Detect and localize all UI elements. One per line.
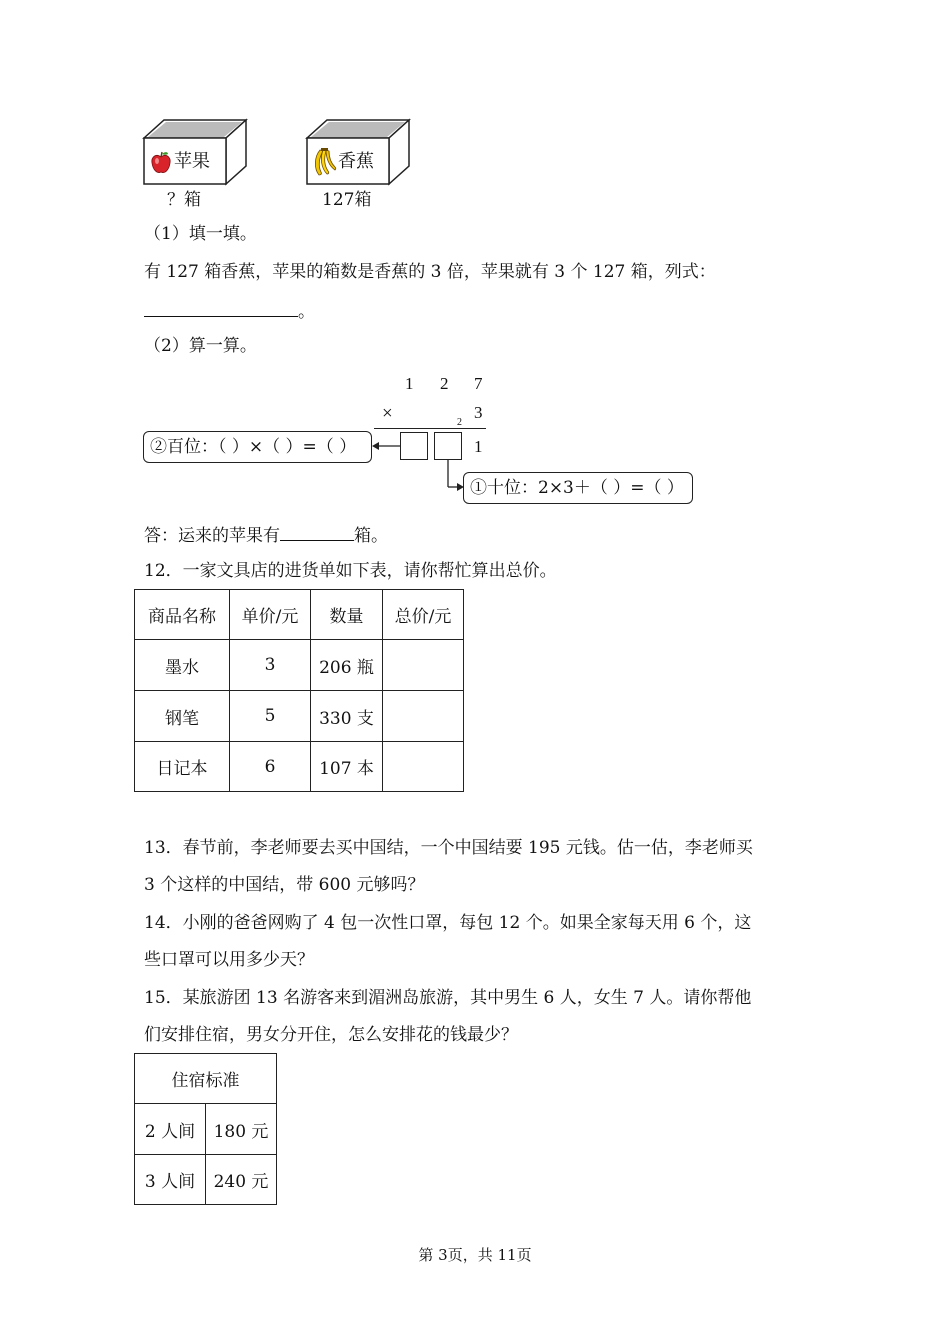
q12-header-total: 总价/元 bbox=[383, 590, 464, 640]
q12-header-name: 商品名称 bbox=[135, 590, 230, 640]
top-digit-hundreds: 1 bbox=[405, 374, 414, 393]
tens-hint-box: ①十位：2×3＋（ ）=（ ） bbox=[463, 472, 693, 504]
multiplier-digit: 3 bbox=[474, 403, 483, 422]
q12-cell: 206 瓶 bbox=[311, 640, 383, 691]
times-sign: × bbox=[382, 403, 393, 424]
banana-label: 香蕉 bbox=[338, 151, 374, 172]
q13-line2: 3 个这样的中国结，带 600 元够吗？ bbox=[144, 875, 425, 895]
carry-digit: 2 bbox=[457, 417, 462, 428]
answer-line bbox=[144, 522, 388, 548]
table-row bbox=[135, 1104, 277, 1155]
banana-icon bbox=[311, 147, 337, 177]
q15-line2: 们安排住宿，男女分开住，怎么安排花的钱最少？ bbox=[144, 1025, 518, 1045]
q15-cell: 180 元 bbox=[206, 1104, 277, 1155]
page-footer: 第 3页，共 11页 bbox=[418, 1246, 532, 1264]
hundreds-hint-box: ②百位：（ ）×（ ）=（ ） bbox=[143, 431, 372, 463]
multiplication-line bbox=[374, 428, 486, 429]
table-row bbox=[135, 742, 464, 792]
q12-table bbox=[134, 589, 464, 792]
q15-cell: 2 人间 bbox=[135, 1104, 206, 1155]
q12-cell: 墨水 bbox=[135, 640, 230, 691]
q12-cell: 日记本 bbox=[135, 742, 230, 792]
ones-result-digit: 1 bbox=[474, 437, 483, 456]
q12-cell: 3 bbox=[230, 640, 311, 691]
q12-cell: 330 支 bbox=[311, 691, 383, 742]
banana-count: 127箱 bbox=[322, 190, 372, 210]
part1-text: 有 127 箱香蕉，苹果的箱数是香蕉的 3 倍，苹果就有 3 个 127 箱，列式： bbox=[144, 262, 716, 282]
q12-total-cell[interactable] bbox=[383, 742, 464, 792]
q14-line2: 些口罩可以用多少天？ bbox=[144, 950, 314, 970]
q15-line1: 15．某旅游团 13 名游客来到湄洲岛旅游，其中男生 6 人，女生 7 人。请你帮他 bbox=[144, 988, 752, 1008]
arrow-left-icon bbox=[372, 442, 379, 450]
q12-cell: 钢笔 bbox=[135, 691, 230, 742]
q15-cell: 240 元 bbox=[206, 1155, 277, 1205]
answer-blank[interactable] bbox=[280, 522, 354, 541]
q13-line1: 13．春节前，李老师要去买中国结，一个中国结要 195 元钱。估一估，李老师买 bbox=[144, 838, 753, 858]
q15-cell: 3 人间 bbox=[135, 1155, 206, 1205]
arrow-right-icon bbox=[457, 483, 464, 491]
q12-cell: 6 bbox=[230, 742, 311, 792]
q14-line1: 14．小刚的爸爸网购了 4 包一次性口罩，每包 12 个。如果全家每天用 6 个，这 bbox=[144, 913, 752, 933]
q12-text: 12．一家文具店的进货单如下表，请你帮忙算出总价。 bbox=[144, 561, 557, 581]
part1-answer-line bbox=[144, 298, 315, 324]
table-row bbox=[135, 1155, 277, 1205]
q15-table-title: 住宿标准 bbox=[135, 1054, 277, 1104]
q12-header-qty: 数量 bbox=[311, 590, 383, 640]
arrow-connectors bbox=[370, 440, 470, 500]
part2-heading: （2）算一算。 bbox=[144, 336, 257, 356]
part1-heading: （1）填一填。 bbox=[144, 224, 257, 244]
q12-cell: 5 bbox=[230, 691, 311, 742]
q15-table bbox=[134, 1053, 277, 1205]
formula-blank[interactable] bbox=[144, 298, 298, 317]
top-digit-ones: 7 bbox=[474, 374, 483, 393]
answer-suffix: 箱。 bbox=[354, 526, 388, 546]
apple-icon bbox=[150, 151, 172, 175]
table-row bbox=[135, 691, 464, 742]
answer-prefix: 答：运来的苹果有 bbox=[144, 526, 280, 546]
apple-label: 苹果 bbox=[174, 151, 210, 172]
q12-total-cell[interactable] bbox=[383, 640, 464, 691]
part1-end-mark: 。 bbox=[298, 302, 315, 322]
apple-count: ？箱 bbox=[167, 190, 201, 210]
table-row bbox=[135, 640, 464, 691]
q12-header-price: 单价/元 bbox=[230, 590, 311, 640]
top-digit-tens: 2 bbox=[440, 374, 449, 393]
q12-total-cell[interactable] bbox=[383, 691, 464, 742]
q12-cell: 107 本 bbox=[311, 742, 383, 792]
